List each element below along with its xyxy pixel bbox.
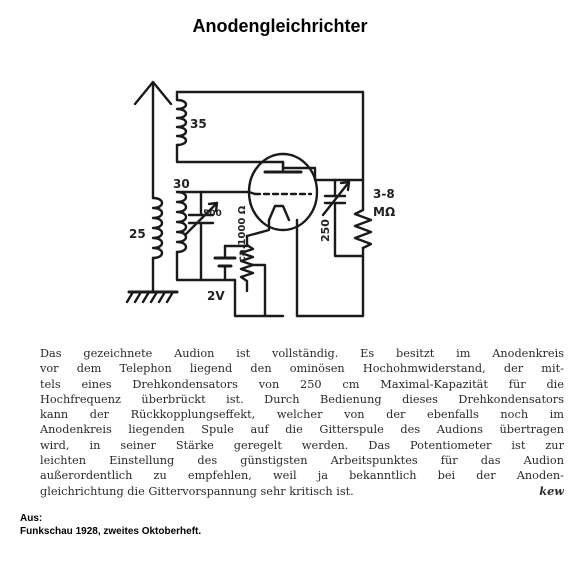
label-battery-2v: 2V [207, 289, 225, 303]
label-coil-25: 25 [129, 227, 146, 241]
page-title: Anodengleichrichter [192, 16, 368, 36]
variable-capacitor-500 [185, 192, 217, 280]
article-line: leichten Einstellung des günstigsten Arbeitspunktes für das Audion [40, 454, 564, 468]
author-signature: kew [539, 483, 564, 498]
source-citation [20, 512, 201, 538]
reaction-coil [177, 100, 186, 145]
article-line: Hochfrequenz überbrückt ist. Durch Bedienung dieses Drehkondensators [40, 392, 564, 406]
article-line: gleichrichtung die Gittervorspannung sehr kritisch ist. [40, 484, 354, 498]
label-resistor-3-8: 3-8 [373, 187, 395, 201]
filament-battery [215, 246, 235, 280]
article-line: Das gezeichnete Audion ist vollständig. Es besitzt im Anodenkreis [40, 347, 564, 360]
source-text: Funkschau 1928, zweites Oktoberheft. [20, 526, 202, 537]
audion-tube [249, 154, 317, 230]
source-label: Aus: [20, 513, 43, 524]
label-coil-30: 30 [173, 177, 190, 191]
article-line: wird, in seiner Stärke geregelt werden. Das Potentiometer ist zur [40, 438, 564, 452]
label-coil-35: 35 [190, 117, 207, 131]
antenna-symbol [135, 82, 171, 198]
article-line: vor dem Telephon liegend den ominösen Hochohmwiderstand, der mit- [40, 362, 564, 376]
high-ohm-resistor [355, 210, 371, 248]
label-capacitor-250: 250 [319, 219, 332, 242]
ground-symbol [127, 292, 177, 302]
article-line: tels eines Drehkondensators von 250 cm Maximal-Kapazität für die [40, 377, 564, 391]
article-text [40, 346, 564, 499]
label-resistor-mohm: MΩ [373, 205, 396, 219]
article-line: Anodenkreis liegenden Spule auf die Gitterspule des Audions übertragen [40, 423, 564, 437]
article-line: außerordentlich zu empfehlen, weil ja bekanntlich bei der Anoden- [40, 469, 564, 483]
article-last-line [40, 484, 564, 499]
label-capacitor-500: 500 [203, 209, 222, 219]
antenna-coil [153, 198, 162, 258]
label-resistor-1000: ca.1000 Ω [237, 205, 248, 262]
grid-coil [177, 192, 186, 252]
circuit-schematic [115, 70, 415, 325]
article-line: kann der Rückkopplungseffekt, welcher von der ebenfalls noch im [40, 408, 564, 422]
